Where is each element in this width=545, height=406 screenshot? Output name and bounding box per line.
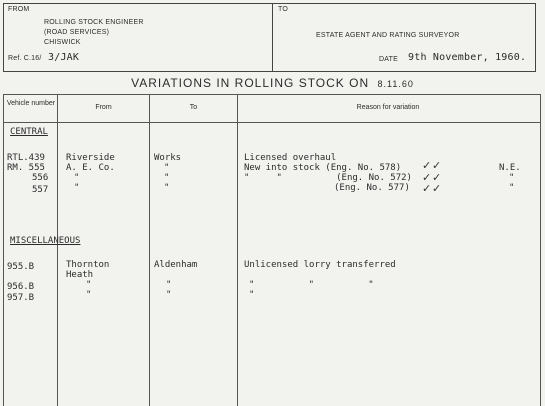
reason-cell: New into stock (Eng. No. 578)	[244, 163, 402, 173]
mark-cell: "	[509, 173, 515, 183]
from-cell-cont: Heath	[66, 270, 94, 280]
col-header-reason: Reason for variation	[356, 104, 420, 111]
vehicle-cell: 955.B	[7, 262, 35, 272]
to-cell: "	[166, 280, 172, 290]
title-date: 8.11.60	[377, 79, 414, 89]
header-divider	[272, 4, 273, 71]
to-label: TO	[278, 6, 288, 13]
from-cell: "	[86, 280, 92, 290]
from-cell: A. E. Co.	[66, 163, 115, 173]
variations-table	[3, 94, 541, 406]
check-icon: ✓	[422, 183, 432, 195]
page-title	[0, 76, 545, 90]
check-icon: ✓	[422, 160, 432, 172]
to-cell: "	[164, 183, 170, 193]
vehicle-cell: 956.B	[7, 282, 35, 292]
check-icon: ✓	[432, 172, 442, 184]
vehicle-cell: RTL.439	[7, 153, 45, 163]
from-label: FROM	[8, 6, 30, 13]
from-cell: "	[74, 183, 80, 193]
col-header-from: From	[95, 104, 112, 111]
header-rule	[4, 122, 540, 123]
from-cell: "	[86, 290, 92, 300]
check-icon: ✓	[432, 160, 442, 172]
to-cell: "	[166, 290, 172, 300]
to-cell: "	[164, 173, 170, 183]
from-line3: CHISWICK	[44, 39, 81, 46]
vehicle-cell: 556	[32, 173, 49, 183]
reason-cell: Unlicensed lorry transferred	[244, 260, 396, 270]
to-cell: Aldenham	[154, 260, 198, 270]
from-cell: "	[74, 173, 80, 183]
col-divider-2	[149, 95, 150, 406]
section-central: CENTRAL	[10, 127, 48, 137]
ref-value: 3/JAK	[48, 52, 80, 63]
vehicle-cell: RM. 555	[7, 163, 45, 173]
ref-label: Ref. C.16/	[8, 55, 42, 62]
title-text: VARIATIONS IN ROLLING STOCK ON	[131, 76, 370, 90]
check-icon: ✓	[432, 183, 442, 195]
col-divider-1	[57, 95, 58, 406]
from-line2: (ROAD SERVICES)	[44, 29, 110, 36]
reason-cell: (Eng. No. 577)	[334, 183, 410, 193]
col-divider-3	[237, 95, 238, 406]
mark-cell: "	[509, 183, 515, 193]
from-line1: ROLLING STOCK ENGINEER	[44, 19, 144, 26]
vehicle-cell: 557	[32, 185, 49, 195]
mark-cell: N.E.	[499, 163, 521, 173]
to-value: ESTATE AGENT AND RATING SURVEYOR	[316, 32, 460, 39]
col-header-to: To	[189, 104, 198, 111]
to-cell: "	[164, 163, 170, 173]
reason-cell: " " "	[249, 280, 374, 290]
date-label: DATE	[379, 56, 398, 63]
to-cell: Works	[154, 153, 182, 163]
vehicle-cell: 957.B	[7, 293, 35, 303]
from-cell: Thornton	[66, 260, 110, 270]
reason-cell: " " (Eng. No. 572)	[244, 173, 412, 183]
col-header-vehicle: Vehicle number	[6, 100, 56, 107]
check-icon: ✓	[422, 172, 432, 184]
from-cell: Riverside	[66, 153, 115, 163]
reason-cell: "	[249, 290, 255, 300]
date-value: 9th November, 1960.	[408, 52, 527, 63]
section-miscellaneous: MISCELLANEOUS	[10, 236, 81, 246]
reason-cell: Licensed overhaul	[244, 153, 337, 163]
header-box	[3, 3, 536, 72]
